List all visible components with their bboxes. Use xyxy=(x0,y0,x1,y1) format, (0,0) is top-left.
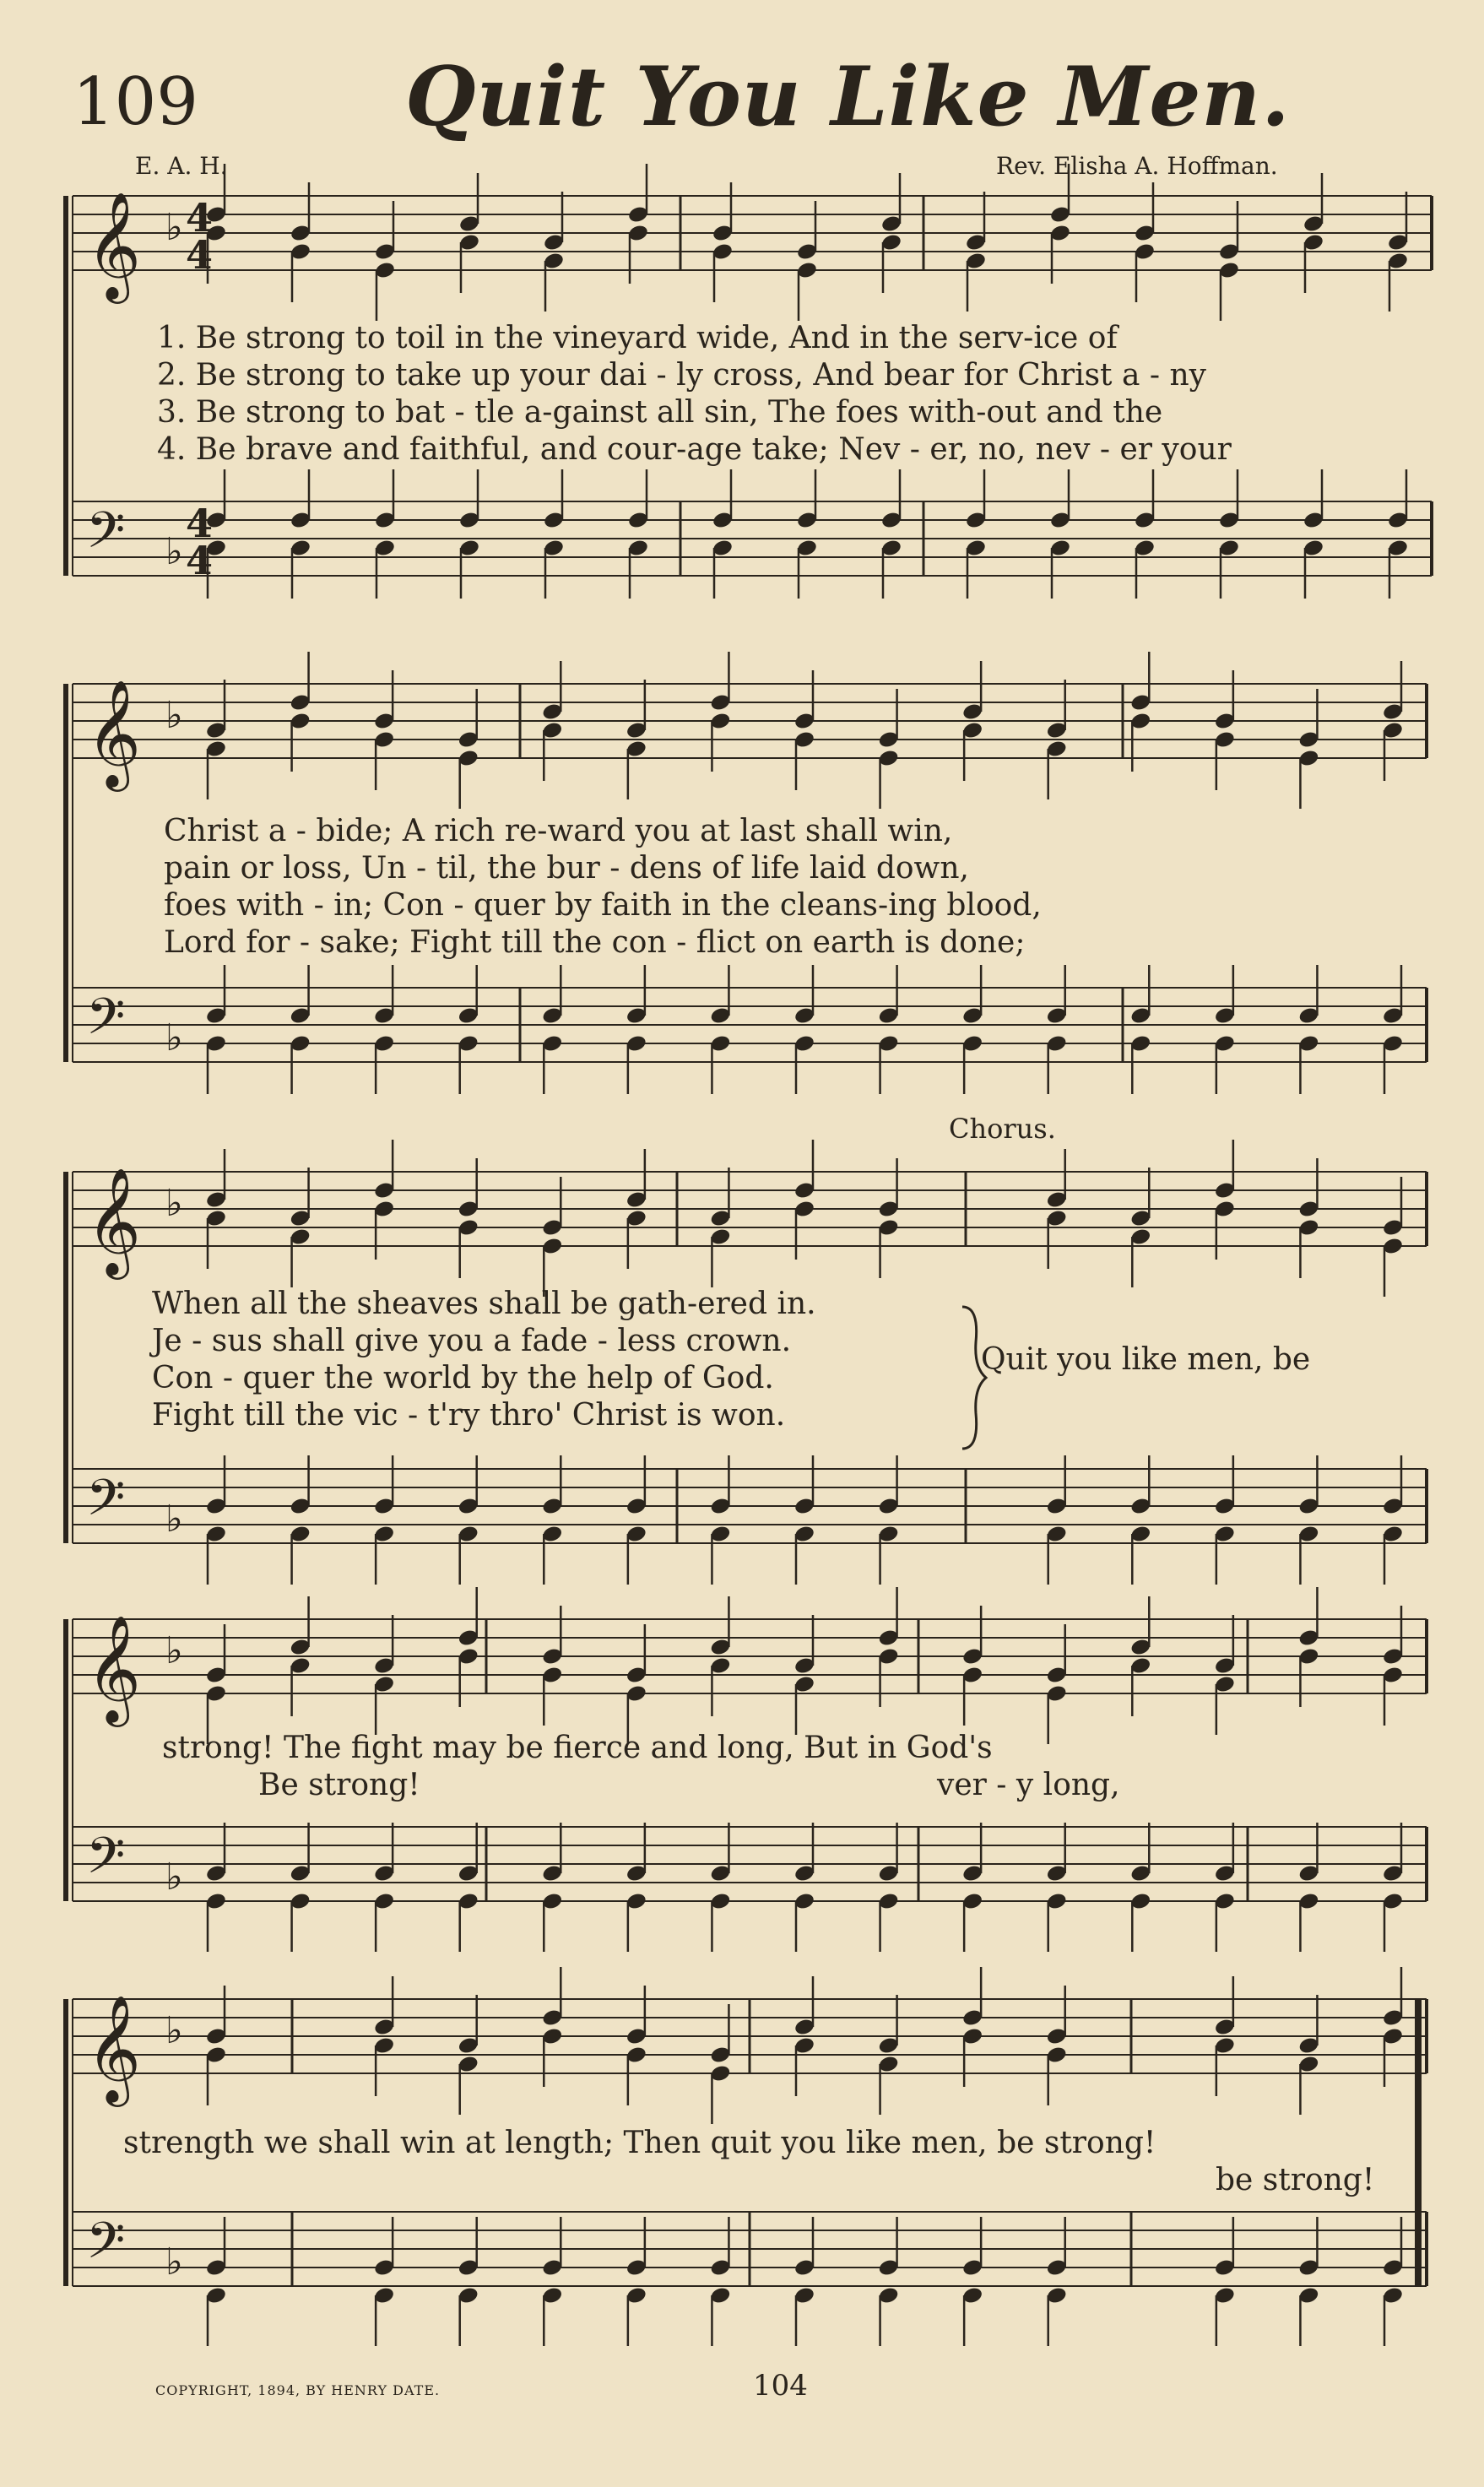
bass-clef: 𝄢 xyxy=(86,501,126,572)
bass-clef: 𝄢 xyxy=(86,2211,126,2282)
verse-4-line-2: Lord for - sake; Fight till the con - flict on earth is done; xyxy=(164,925,1026,960)
verse-1-line-2: Christ a - bide; A rich re-ward you at last shall win, xyxy=(164,814,953,848)
chorus-line-3-bass: be strong! xyxy=(1216,2163,1375,2197)
flat-sign: ♭ xyxy=(165,1182,183,1225)
verse-3-line-1: 3. Be strong to bat - tle a-gainst all sin, The foes with-out and the xyxy=(157,395,1163,430)
flat-sign: ♭ xyxy=(165,530,183,573)
flat-sign: ♭ xyxy=(165,2009,183,2052)
flat-sign: ♭ xyxy=(165,2240,183,2284)
author-initials: E. A. H. xyxy=(135,152,228,180)
treble-clef: 𝄞 xyxy=(86,1614,142,1722)
hymn-title: Quit You Like Men. xyxy=(405,49,1291,144)
treble-clef: 𝄞 xyxy=(86,1167,142,1275)
flat-sign: ♭ xyxy=(165,206,183,249)
verse-4-line-3: Fight till the vic - t'ry thro' Christ is won. xyxy=(152,1398,786,1433)
verse-3-line-3: Con - quer the world by the help of God. xyxy=(152,1361,774,1395)
bass-clef: 𝄢 xyxy=(86,987,126,1058)
treble-clef: 𝄞 xyxy=(86,1994,142,2102)
hymn-number: 109 xyxy=(73,64,198,140)
flat-sign: ♭ xyxy=(165,1856,183,1899)
chorus-line-3: strength we shall win at length; Then quit you like men, be strong! xyxy=(123,2126,1156,2160)
flat-sign: ♭ xyxy=(165,1629,183,1672)
flat-sign: ♭ xyxy=(165,1016,183,1059)
bass-clef: 𝄢 xyxy=(86,1468,126,1539)
verse-3-line-2: foes with - in; Con - quer by faith in the cleans-ing blood, xyxy=(164,888,1042,923)
time-signature-treble-top: 4 xyxy=(186,195,214,241)
time-signature-bass-bottom: 4 xyxy=(186,538,214,583)
copyright-notice: COPYRIGHT, 1894, BY HENRY DATE. xyxy=(155,2382,441,2398)
verse-2-line-1: 2. Be strong to take up your dai - ly cross, And bear for Christ a - ny xyxy=(157,358,1207,393)
author-name: Rev. Elisha A. Hoffman. xyxy=(996,152,1278,180)
time-signature-treble-bottom: 4 xyxy=(186,232,214,278)
time-signature-bass-top: 4 xyxy=(186,501,214,546)
verse-1-line-1: 1. Be strong to toil in the vineyard wide, And in the serv-ice of xyxy=(157,321,1118,355)
chorus-line-2-alto: Be strong! xyxy=(258,1768,420,1802)
chorus-line-2-bass: ver - y long, xyxy=(937,1768,1120,1802)
verse-4-line-1: 4. Be brave and faithful, and cour-age take; Nev - er, no, nev - er your xyxy=(157,432,1232,467)
bass-clef: 𝄢 xyxy=(86,1826,126,1897)
chorus-label: Chorus. xyxy=(949,1113,1056,1145)
verse-2-line-2: pain or loss, Un - til, the bur - dens of life laid down, xyxy=(164,851,969,886)
treble-clef: 𝄞 xyxy=(86,679,142,787)
treble-clef: 𝄞 xyxy=(86,191,142,299)
page-number: 104 xyxy=(753,2369,808,2403)
chorus-line-2: strong! The fight may be fierce and long, But in God's xyxy=(162,1731,993,1765)
chorus-line-1: Quit you like men, be xyxy=(981,1342,1311,1377)
verse-brace xyxy=(962,1307,986,1449)
flat-sign: ♭ xyxy=(165,694,183,737)
verse-2-line-3: Je - sus shall give you a fade - less crown. xyxy=(152,1324,792,1358)
verse-1-line-3: When all the sheaves shall be gath-ered in. xyxy=(152,1287,816,1321)
flat-sign: ♭ xyxy=(165,1498,183,1541)
